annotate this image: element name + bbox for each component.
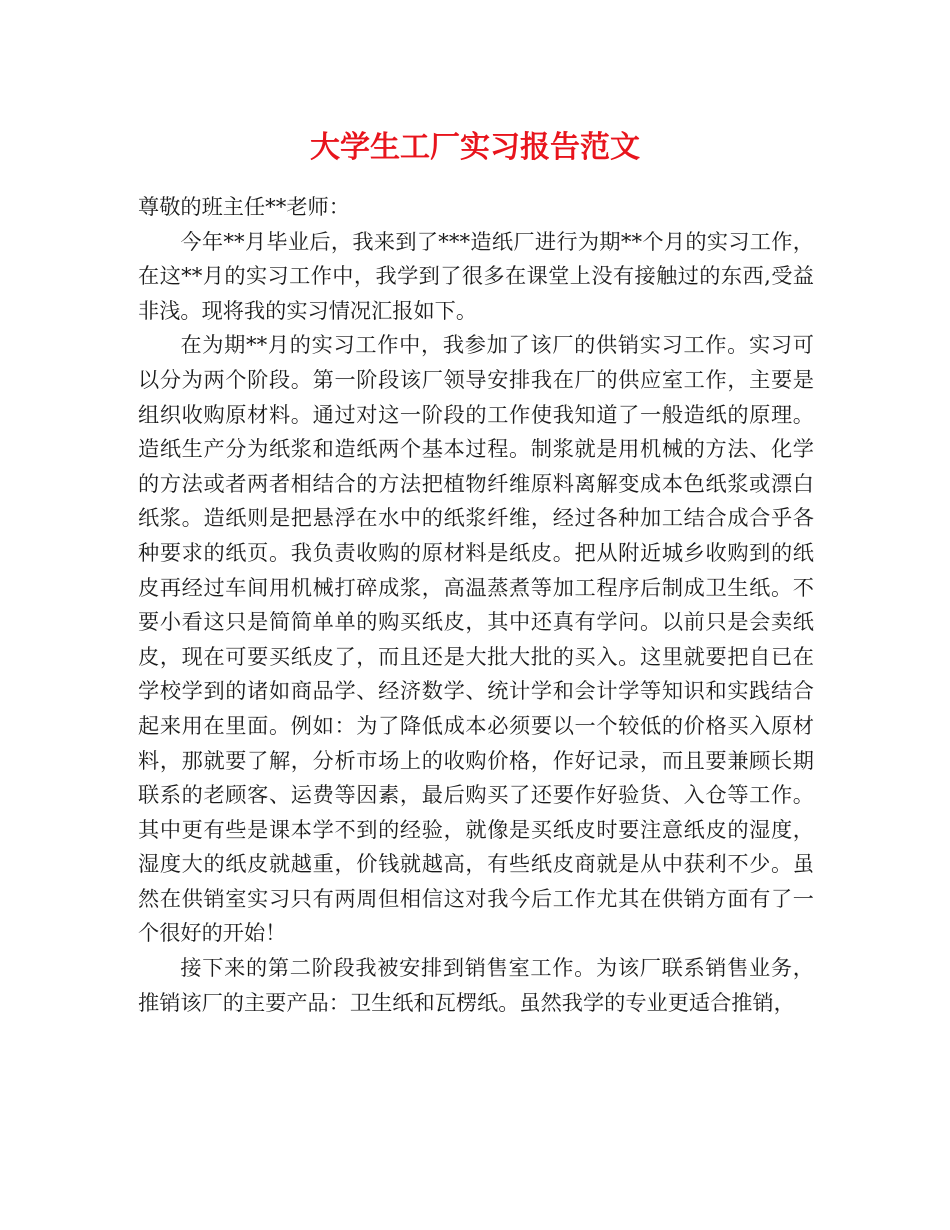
paragraph-2: 在为期**月的实习工作中，我参加了该厂的供销实习工作。实习可以分为两个阶段。第一阶段该厂领导安排我在厂的供应室工作，主要是组织收购原材料。通过对这一阶段的工作使我知道了一般造纸的原理。造纸生产分为纸浆和造纸两个基本过程。制浆就是用机械的方法、化学的方法或者两者相结合的方法把植物纤维原料离解变成本色纸浆或漂白纸浆。造纸则是把悬浮在水中的纸浆纤维，经过各种加工结合成合乎各种要求的纸页。我负责收购的原材料是纸皮。把从附近城乡收购到的纸皮再经过车间用机械打碎成浆，高温蒸煮等加工程序后制成卫生纸。不要小看这只是简简单单的购买纸皮，其中还真有学问。以前只是会卖纸皮，现在可要买纸皮了，而且还是大批大批的买入。这里就要把自已在学校学到的诸如商品学、经济数学、统计学和会计学等知识和实践结合起来用在里面。例如：为了降低成本必须要以一个较低的价格买入原材料，那就要了解，分析市场上的收购价格，作好记录，而且要兼顾长期联系的老顾客、运费等因素，最后购买了还要作好验货、入仓等工作。其中更有些是课本学不到的经验，就像是买纸皮时要注意纸皮的湿度，湿度大的纸皮就越重，价钱就越高，有些纸皮商就是从中获利不少。虽然在供销室实习只有两周但相信这对我今后工作尤其在供销方面有了一个很好的开始！ bbox=[138, 332, 814, 946]
paragraph-3: 接下来的第二阶段我被安排到销售室工作。为该厂联系销售业务，推销该厂的主要产品：卫生纸和瓦楞纸。虽然我学的专业更适合推销， bbox=[138, 955, 814, 1015]
document-body bbox=[138, 190, 814, 1020]
paragraph-1: 今年**月毕业后，我来到了***造纸厂进行为期**个月的实习工作，在这**月的实习工作中，我学到了很多在课堂上没有接触过的东西,受益非浅。现将我的实习情况汇报如下。 bbox=[138, 228, 814, 323]
document-title: 大学生工厂实习报告范文 bbox=[310, 130, 640, 165]
salutation: 尊敬的班主任**老师： bbox=[138, 194, 350, 219]
